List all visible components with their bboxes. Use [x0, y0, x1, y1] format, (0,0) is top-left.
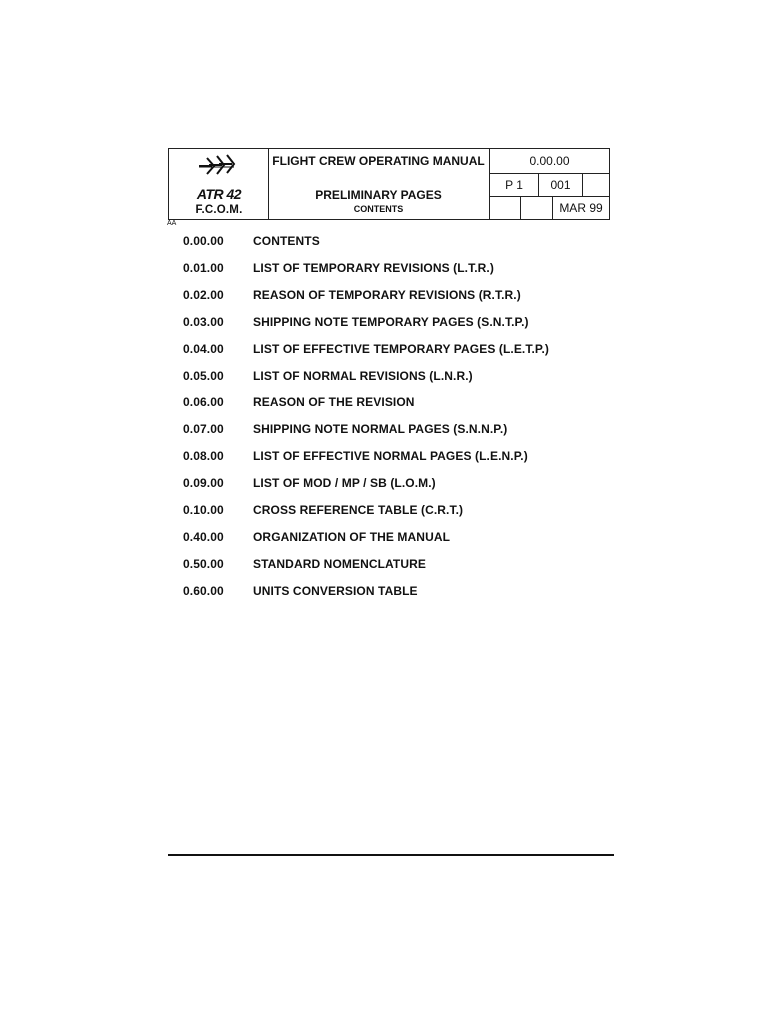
manual-title: FLIGHT CREW OPERATING MANUAL: [272, 154, 485, 168]
section-title-entry: LIST OF EFFECTIVE TEMPORARY PAGES (L.E.T.P.): [253, 341, 549, 356]
section-number: 0.00.00: [183, 234, 224, 248]
section-title-entry: SHIPPING NOTE NORMAL PAGES (S.N.N.P.): [253, 422, 508, 437]
section-number: 0.09.00: [183, 476, 224, 491]
contents-entry: [183, 422, 603, 438]
atr-arrows-logo-icon: [197, 153, 237, 181]
contents-entry: [183, 449, 603, 465]
contents-entry: [183, 584, 603, 600]
section-title-entry: STANDARD NOMENCLATURE: [253, 556, 426, 571]
section-title-entry: CROSS REFERENCE TABLE (C.R.T.): [253, 503, 464, 517]
section-number: 0.10.00: [183, 503, 224, 517]
reference-block: [490, 149, 609, 219]
atr42-logotype: [196, 186, 242, 202]
atr42-logotype-text: ATR 42: [196, 186, 242, 202]
section-number: 0.02.00: [183, 287, 224, 302]
empty-cell: [490, 197, 520, 219]
contents-entry: [183, 503, 603, 519]
section-title-entry: ORGANIZATION OF THE MANUAL: [253, 529, 451, 544]
section-title-entry: UNITS CONVERSION TABLE: [253, 583, 418, 598]
section-number: 0.04.00: [183, 341, 224, 356]
page-seq-row: [490, 174, 609, 197]
section-number: 0.60.00: [183, 583, 224, 598]
page-number: P 1: [505, 178, 523, 192]
revision-date: MAR 99: [552, 197, 609, 219]
contents-entry: [183, 557, 603, 573]
section-title-entry: REASON OF TEMPORARY REVISIONS (R.T.R.): [253, 287, 521, 302]
footer-rule: [168, 854, 614, 856]
chapter-ref: 0.00.00: [490, 149, 609, 174]
section-title-entry: LIST OF TEMPORARY REVISIONS (L.T.R.): [253, 260, 494, 275]
section-title-entry: SHIPPING NOTE TEMPORARY PAGES (S.N.T.P.): [253, 314, 529, 329]
fcom-label: F.C.O.M.: [195, 204, 243, 216]
section-title-entry: LIST OF MOD / MP / SB (L.O.M.): [253, 476, 436, 491]
section-title-entry: REASON OF THE REVISION: [253, 395, 415, 410]
section-number: 0.06.00: [183, 395, 224, 410]
section-number: 0.50.00: [183, 556, 224, 571]
section-number: 0.07.00: [183, 422, 224, 437]
section-number: 0.08.00: [183, 449, 224, 464]
section-title-entry: LIST OF EFFECTIVE NORMAL PAGES (L.E.N.P.): [253, 449, 528, 464]
section-number: 0.03.00: [183, 314, 224, 329]
empty-cell: [520, 197, 552, 219]
section-title-entry: CONTENTS: [253, 234, 320, 248]
page-header: [168, 148, 610, 220]
contents-entry: [183, 315, 603, 331]
title-block: [269, 149, 490, 219]
sequence-number: 001: [538, 174, 582, 196]
section-title-entry: LIST OF NORMAL REVISIONS (L.N.R.): [253, 368, 473, 383]
section-subtitle: CONTENTS: [353, 204, 404, 214]
contents-entry: [183, 530, 603, 546]
contents-entry: [183, 288, 603, 304]
date-row: [490, 197, 609, 219]
contents-entry: [183, 342, 603, 358]
contents-entry: [183, 476, 603, 492]
empty-cell: [582, 174, 609, 196]
contents-entry: [183, 369, 603, 385]
contents-entry: [183, 234, 603, 250]
section-title: PRELIMINARY PAGES: [315, 188, 442, 202]
contents-entry: [183, 261, 603, 277]
section-number: 0.05.00: [183, 368, 224, 383]
contents-entry: [183, 395, 603, 411]
customer-code: AA: [167, 220, 177, 227]
section-number: 0.01.00: [183, 260, 224, 275]
logo-block: [169, 149, 269, 219]
section-number: 0.40.00: [183, 529, 224, 544]
